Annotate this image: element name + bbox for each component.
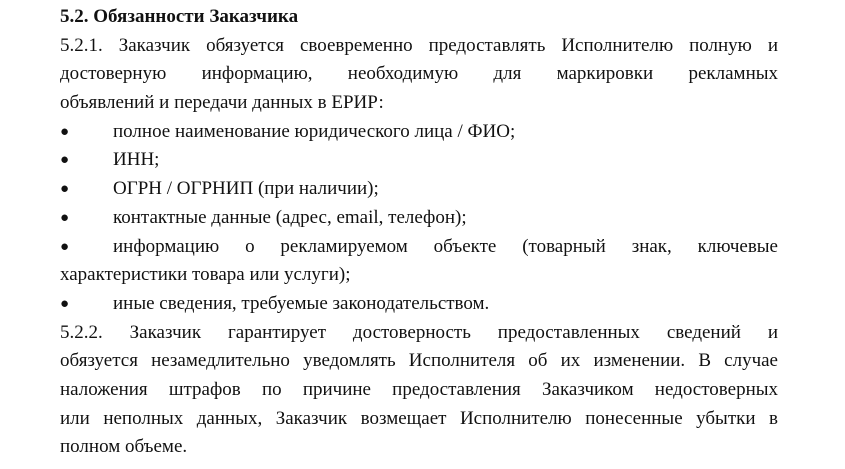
list-item-text: контактные данные (адрес, email, телефон);: [113, 206, 467, 228]
list-item: [60, 204, 778, 233]
list-item-text: иные сведения, требуемые законодательством.: [113, 292, 490, 314]
text-line: полном объеме.: [60, 436, 188, 458]
bullet-icon: ●: [60, 123, 70, 140]
bullet-list: [60, 118, 778, 319]
list-item: [60, 146, 778, 175]
paragraph-5-2-2: [60, 319, 778, 462]
list-item-text: ОГРН / ОГРНИП (при наличии);: [113, 178, 379, 200]
list-item-text: информацию о рекламируемом объекте (товарный знак, ключевые: [113, 235, 778, 257]
bullet-icon: ●: [60, 295, 70, 312]
list-item: [60, 233, 778, 262]
bullet-icon: ●: [60, 209, 70, 226]
document-body: [60, 3, 778, 462]
bullet-icon: ●: [60, 181, 70, 198]
bullet-icon: ●: [60, 238, 70, 255]
list-item-text: полное наименование юридического лица / ФИО;: [113, 120, 516, 142]
text-line: 5.2.2. Заказчик гарантирует достоверность предоставленных сведений и: [60, 321, 778, 343]
text-line: или неполных данных, Заказчик возмещает Исполнителю понесенные убытки в: [60, 407, 778, 429]
list-item-continuation: характеристики товара или услуги);: [60, 264, 351, 286]
text-line: 5.2.1. Заказчик обязуется своевременно предоставлять Исполнителю полную и: [60, 34, 778, 56]
section-heading: 5.2. Обязанности Заказчика: [60, 6, 299, 27]
paragraph-5-2-1: [60, 32, 778, 118]
list-item: [60, 175, 778, 204]
bullet-icon: ●: [60, 152, 70, 169]
list-item: [60, 118, 778, 147]
text-line: объявлений и передачи данных в ЕРИР:: [60, 92, 384, 114]
list-item: [60, 290, 778, 319]
list-item-text: ИНН;: [113, 149, 160, 171]
text-line: наложения штрафов по причине предоставления Заказчиком недостоверных: [60, 378, 778, 400]
text-line: достоверную информацию, необходимую для маркировки рекламных: [60, 63, 778, 85]
text-line: обязуется незамедлительно уведомлять Исполнителя об их изменении. В случае: [60, 350, 778, 372]
